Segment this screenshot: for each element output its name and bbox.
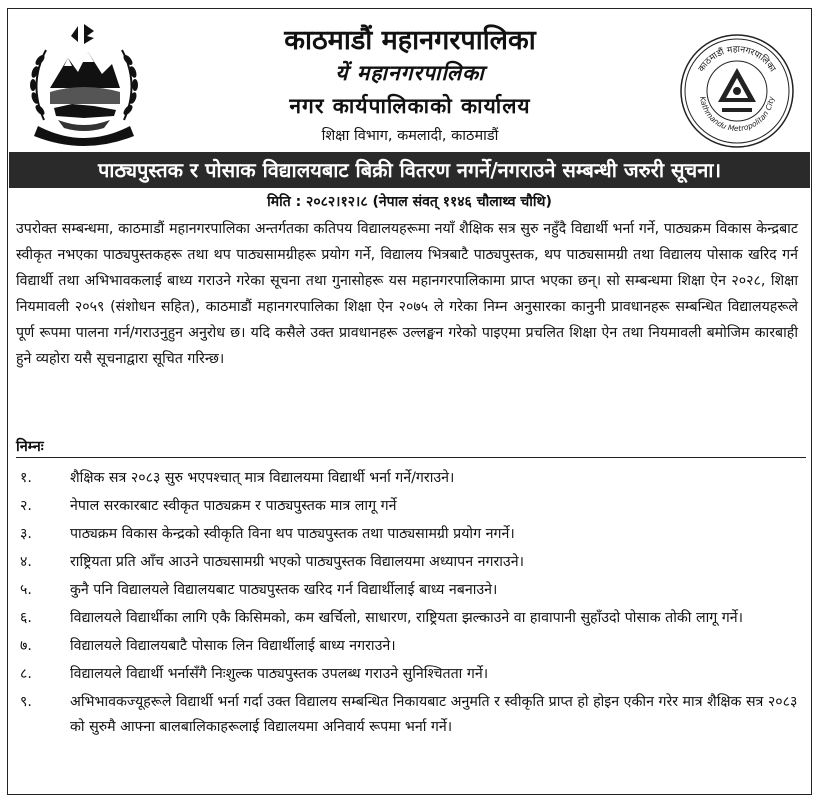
item-text: पाठ्यक्रम विकास केन्द्रको स्वीकृति विना थप पाठ्यपुस्तक तथा पाठ्यसामग्री प्रयोग नगर्ने।: [70, 526, 515, 542]
office-name: नगर कार्यपालिकाको कार्यालय: [289, 94, 531, 118]
list-item: [16, 690, 798, 740]
item-number: ६.: [20, 610, 32, 626]
item-text: विद्यालयले विद्यार्थीका लागि एकै किसिमको, कम खर्चिलो, साधारण, राष्ट्रियता झल्काउने वा हावापानी सुहाँउदो पोसाक तोकी लागू गर्ने।: [70, 610, 744, 626]
notice-title-banner: पाठ्यपुस्तक र पोसाक विद्यालयबाट बिक्री वितरण नगर्ने/नगराउने सम्बन्धी जरुरी सूचना।: [9, 152, 810, 188]
item-text: कुनै पनि विद्यालयले विद्यालयबाट पाठ्यपुस्तक खरिद गर्न विद्यार्थीलाई बाध्य नबनाउने।: [70, 582, 498, 598]
list-item: [16, 522, 798, 547]
item-text: विद्यालयले विद्यालयबाटै पोसाक लिन विद्यार्थीलाई बाध्य नगराउने।: [70, 638, 396, 654]
notice-body: उपरोक्त सम्बन्धमा, काठमाडौं महानगरपालिका अन्तर्गतका कतिपय विद्यालयहरूमा नयाँ शैक्षिक सत्र सुरु नहुँदै विद्यार्थी भर्ना गर्ने, पाठ्यक्रम विकास केन्द्रबाट स्वीकृत नभएका पाठ्यपुस्तकहरू तथा थप पाठ्यसामग्रीहरू प्रयोग गर्ने, विद्यालय भित्रबाटै पाठ्यपुस्तक, थप पाठ्यसामग्री तथा विद्यालय पोसाक खरिद गर्न विद्यार्थी तथा अभिभावकलाई बाध्य गराउने गरेका सूचना तथा गुनासोहरू यस महानगरपालिकामा प्राप्त भएका छन्। सो सम्बन्धमा शिक्षा ऐन २०२८, शिक्षा नियमावली २०५९ (संशोधन सहित), काठमाडौं महानगरपालिका शिक्षा ऐन २०७५ ले गरेका निम्न अनुसारका कानुनी प्रावधानहरू सम्बन्धित विद्यालयहरूले पूर्ण रूपमा पालना गर्न/गराउनुहुन अनुरोध छ। यदि कसैले उक्त प्रावधानहरू उल्लङ्घन गरेको पाइएमा प्रचलित शिक्षा ऐन तथा नियमावली बमोजिम कारबाही हुने व्यहोरा यसै सूचनाद्वारा सूचित गरिन्छ।: [16, 221, 798, 367]
list-item: [16, 662, 798, 687]
item-number: ५.: [20, 582, 32, 598]
item-text: राष्ट्रियता प्रति आँच आउने पाठ्यसामग्री भएको पाठ्यपुस्तक विद्यालयमा अध्यापन नगराउने।: [70, 554, 524, 570]
item-number: ७.: [20, 638, 32, 654]
item-number: २.: [20, 498, 32, 514]
item-number: ३.: [20, 526, 32, 542]
divider: [16, 457, 806, 458]
notice-date: मिति : २०८२।१२।८ (नेपाल संवत् ११४६ चौलाथ्व चौथि): [267, 194, 552, 210]
seal-top-text: काठमाडौं महानगरपालिका: [696, 44, 778, 75]
municipality-title: काठमाडौं महानगरपालिका: [284, 25, 536, 56]
list-item: [16, 494, 798, 519]
item-number: ९.: [20, 694, 32, 710]
item-number: ८.: [20, 666, 32, 682]
list-item: [16, 578, 798, 603]
item-number: १.: [20, 470, 32, 486]
kmc-seal-logo: [678, 32, 796, 150]
item-text: अभिभावकज्यूहरूले विद्यार्थी भर्ना गर्दा उक्त विद्यालय सम्बन्धित निकायबाट अनुमति र स्वीकृति प्राप्त हो होइन एकीन गरेर मात्र शैक्षिक सत्र २०८३ को सुरुमै आफ्ना बालबालिकाहरूलाई विद्यालयमा अनिवार्य रूपमा भर्ना गर्ने।: [70, 694, 798, 735]
list-item: [16, 550, 798, 575]
list-item: [16, 466, 798, 491]
municipality-subtitle: यें महानगरपालिका: [335, 61, 485, 85]
provisions-list: [16, 466, 798, 743]
department-address: शिक्षा विभाग, कमलादी, काठमाडौं: [321, 128, 499, 144]
list-item: [16, 606, 798, 631]
list-heading: निम्नः: [16, 439, 44, 455]
list-item: [16, 634, 798, 659]
seal-bottom-text: Kathmandu Metropolitan City: [698, 95, 776, 134]
nepal-emblem-logo: [24, 22, 144, 147]
item-text: नेपाल सरकारबाट स्वीकृत पाठ्यक्रम र पाठ्यपुस्तक मात्र लागू गर्ने: [70, 498, 397, 514]
header: [150, 24, 670, 149]
item-number: ४.: [20, 554, 32, 570]
item-text: शैक्षिक सत्र २०८३ सुरु भएपश्चात् मात्र विद्यालयमा विद्यार्थी भर्ना गर्ने/गराउने।: [70, 470, 455, 486]
item-text: विद्यालयले विद्यार्थी भर्नासँगै निःशुल्क पाठ्यपुस्तक उपलब्ध गराउने सुनिश्चितता गर्ने।: [70, 666, 489, 682]
